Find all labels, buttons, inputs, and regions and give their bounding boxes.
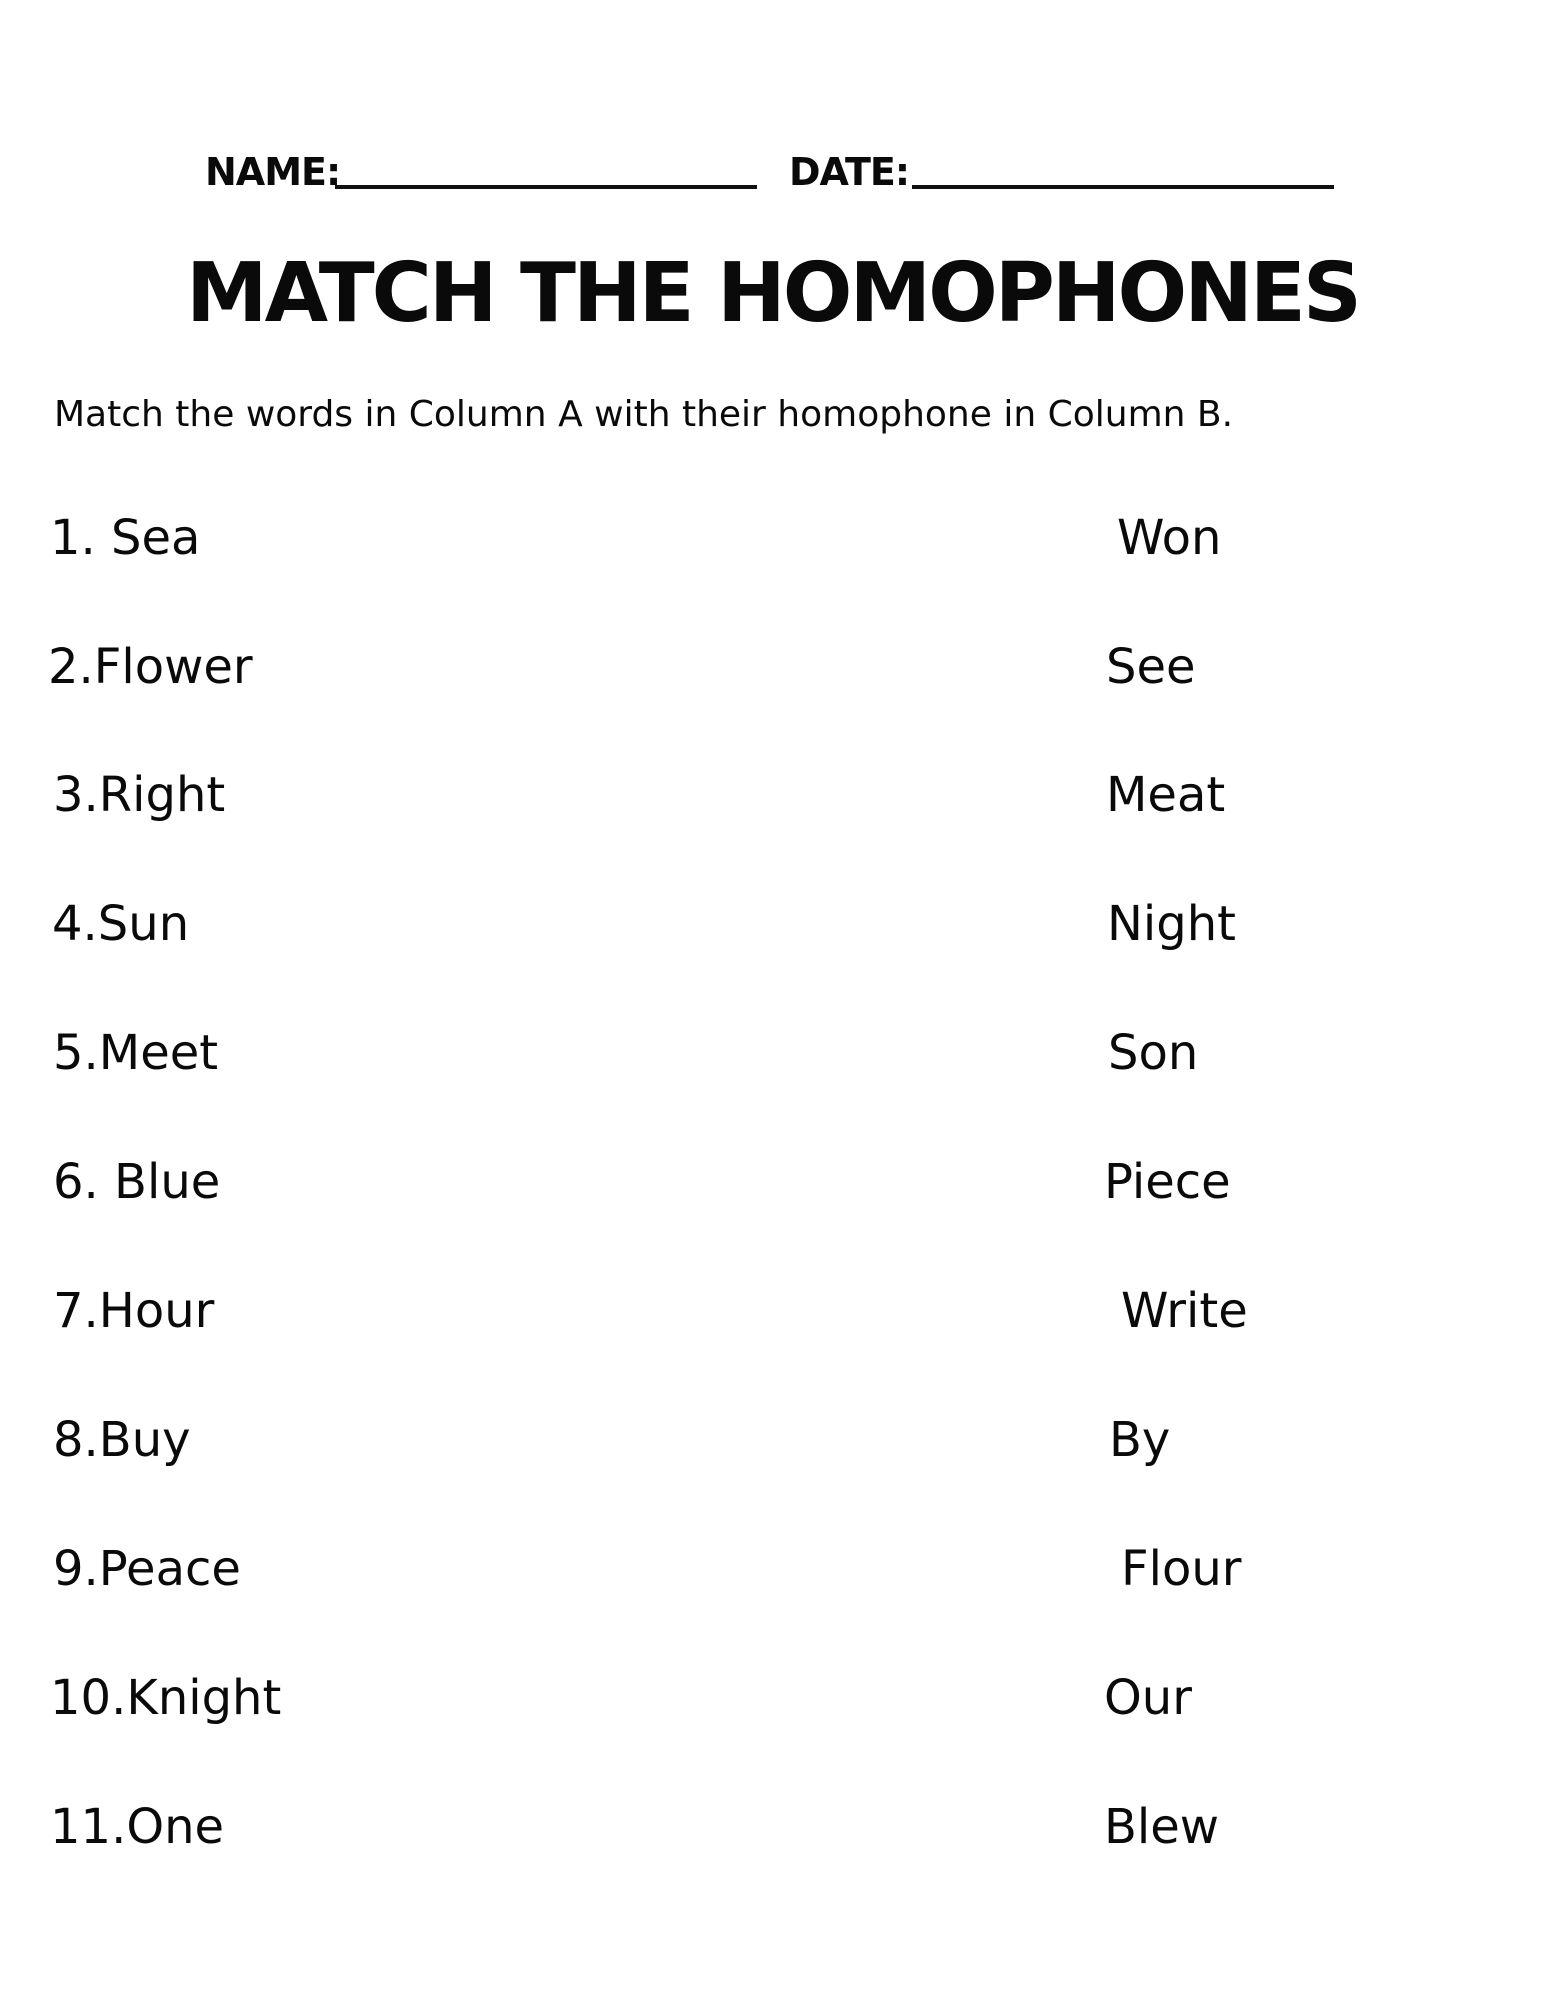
column-b-item: Blew [1104,1799,1220,1855]
column-b-item: Our [1104,1670,1192,1726]
column-a-item: 11.One [50,1799,225,1855]
column-b-item: Won [1117,510,1222,566]
name-blank-line[interactable] [335,185,757,189]
page-title: MATCH THE HOMOPHONES [186,246,1359,341]
column-b-item: Meat [1106,767,1226,823]
column-a-item: 1. Sea [50,510,201,566]
column-b-item: Son [1108,1025,1199,1081]
column-b-item: Write [1121,1283,1248,1339]
column-a-item: 10.Knight [50,1670,282,1726]
column-b-item: Flour [1121,1541,1242,1597]
date-label: DATE: [789,150,910,194]
column-a-item: 6. Blue [53,1154,221,1210]
name-label: NAME: [205,150,341,194]
column-a-item: 3.Right [53,767,226,823]
column-a-item: 2.Flower [48,639,253,695]
column-a-item: 9.Peace [53,1541,241,1597]
header-fields [0,142,1545,202]
column-a-item: 4.Sun [52,896,190,952]
column-b-item: By [1109,1412,1171,1468]
column-a-item: 8.Buy [53,1412,191,1468]
column-b-item: Piece [1104,1154,1231,1210]
column-b-item: Night [1107,896,1236,952]
instructions: Match the words in Column A with their homophone in Column B. [54,394,1234,435]
column-a-item: 7.Hour [53,1283,215,1339]
column-a-item: 5.Meet [53,1025,219,1081]
date-blank-line[interactable] [912,185,1334,189]
column-b-item: See [1106,639,1196,695]
